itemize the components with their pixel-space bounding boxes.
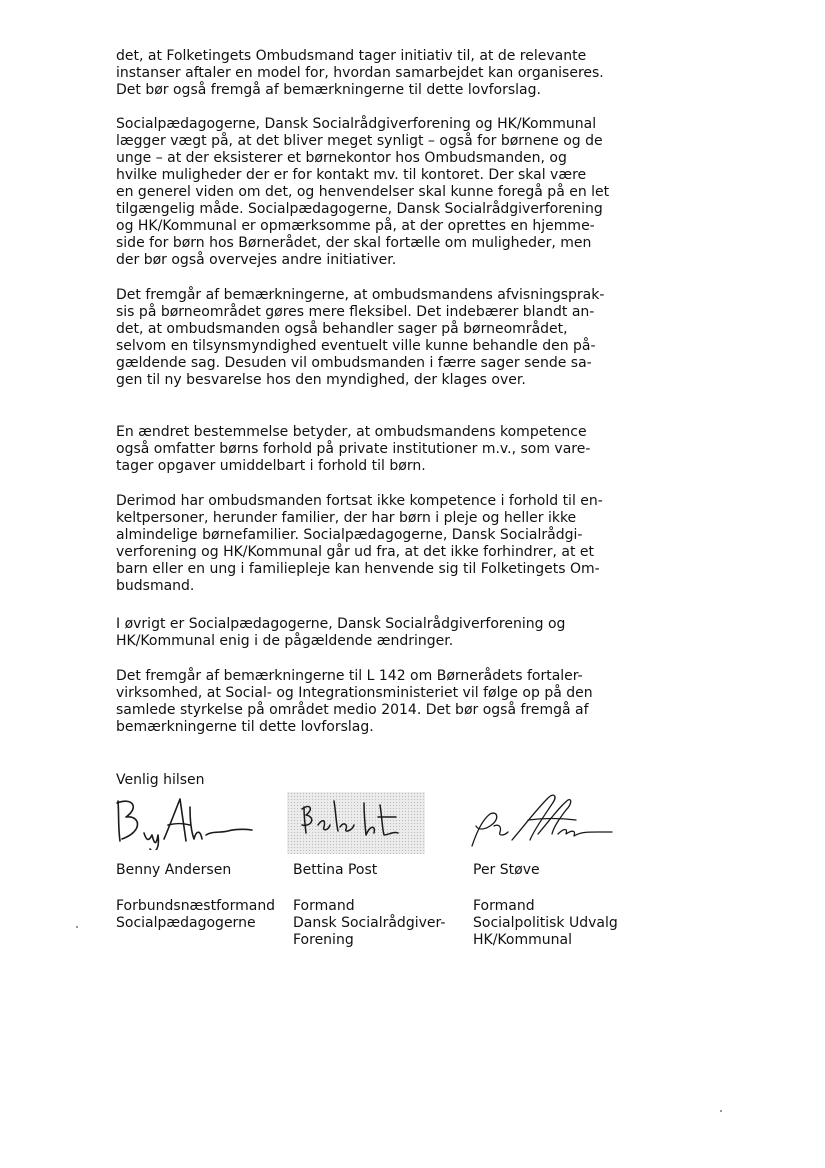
text-line: verforening og HK/Kommunal går ud fra, at det ikke forhindrer, at et xyxy=(116,544,595,560)
text-line: HK/Kommunal enig i de pågældende ændringer. xyxy=(116,633,454,649)
text-line: unge – at der eksisterer et børnekontor hos Ombudsmanden, og xyxy=(116,150,567,166)
signature-per-stove xyxy=(468,790,618,855)
text-line: sis på børneområdet gøres mere fleksibel. Det indebærer blandt an- xyxy=(116,304,595,320)
text-line: Derimod har ombudsmanden fortsat ikke kompetence i forhold til en- xyxy=(116,493,603,509)
paragraph-agreement xyxy=(116,616,616,650)
text-line: I øvrigt er Socialpædagogerne, Dansk Socialrådgiverforening og xyxy=(116,616,566,632)
signatory-role-3 xyxy=(473,898,618,949)
paragraph-competence-change xyxy=(116,424,616,475)
text-line: Det fremgår af bemærkningerne, at ombudsmandens afvisningsprak- xyxy=(116,287,605,303)
role-line: Forbundsnæstformand xyxy=(116,898,276,914)
text-line: En ændret bestemmelse betyder, at ombudsmandens kompetence xyxy=(116,424,587,440)
role-line: HK/Kommunal xyxy=(473,932,572,948)
text-line: og HK/Kommunal er opmærksomme på, at der oprettes en hjemme- xyxy=(116,218,595,234)
signature-bettina-post xyxy=(290,795,424,853)
text-line: det, at ombudsmanden også behandler sager på børneområdet, xyxy=(116,321,568,337)
role-line: Formand xyxy=(293,898,355,914)
role-line: Socialpolitisk Udvalg xyxy=(473,915,618,931)
role-line: Forening xyxy=(293,932,354,948)
text-line: barn eller en ung i familiepleje kan henvende sig til Folketingets Om- xyxy=(116,561,600,577)
paragraph-rejection-practice xyxy=(116,287,616,389)
text-line: Socialpædagogerne, Dansk Socialrådgiverforening og HK/Kommunal xyxy=(116,116,597,132)
text-line: keltpersoner, herunder familier, der har børn i pleje og heller ikke xyxy=(116,510,577,526)
role-line: Socialpædagogerne xyxy=(116,915,256,931)
text-line: selvom en tilsynsmyndighed eventuelt ville kunne behandle den på- xyxy=(116,338,596,354)
text-line: almindelige børnefamilier. Socialpædagogerne, Dansk Socialrådgi- xyxy=(116,527,583,543)
signatory-role-1 xyxy=(116,898,275,932)
text-line: samlede styrkelse på området medio 2014. Det bør også fremgå af xyxy=(116,702,589,718)
text-line: lægger vægt på, at det bliver meget synligt – også for børnene og de xyxy=(116,133,603,149)
text-line: virksomhed, at Social- og Integrationsministeriet vil følge op på den xyxy=(116,685,593,701)
text-line: bemærkningerne til dette lovforslag. xyxy=(116,719,374,735)
closing-greeting: Venlig hilsen xyxy=(116,772,205,788)
paragraph-no-competence xyxy=(116,493,616,595)
role-line: Formand xyxy=(473,898,535,914)
role-line: Dansk Socialrådgiver- xyxy=(293,915,446,931)
text-line: side for børn hos Børnerådet, der skal fortælle om muligheder, men xyxy=(116,235,592,251)
signatory-role-2 xyxy=(293,898,445,949)
text-line: en generel viden om det, og henvendelser skal kunne foregå på en let xyxy=(116,184,610,200)
text-line: tilgængelig måde. Socialpædagogerne, Dansk Socialrådgiverforening xyxy=(116,201,603,217)
text-line: gældende sag. Desuden vil ombudsmanden i færre sager sende sa- xyxy=(116,355,592,371)
paragraph-visibility xyxy=(116,116,616,269)
scan-speck xyxy=(720,1110,722,1112)
text-line: instanser aftaler en model for, hvordan samarbejdet kan organiseres. xyxy=(116,65,604,81)
paragraph-ombudsman-initiative xyxy=(116,48,616,99)
text-line: Det bør også fremgå af bemærkningerne til dette lovforslag. xyxy=(116,82,541,98)
signature-benny-andersen xyxy=(110,795,260,850)
text-line: det, at Folketingets Ombudsmand tager initiativ til, at de relevante xyxy=(116,48,587,64)
scan-speck xyxy=(76,926,78,928)
text-line: gen til ny besvarelse hos den myndighed, der klages over. xyxy=(116,372,526,388)
signatory-name-2: Bettina Post xyxy=(293,862,378,878)
signatory-name-3: Per Støve xyxy=(473,862,540,878)
text-line: hvilke muligheder der er for kontakt mv. til kontoret. Der skal være xyxy=(116,167,587,183)
signatory-name-1: Benny Andersen xyxy=(116,862,232,878)
text-line: budsmand. xyxy=(116,578,195,594)
paragraph-l142 xyxy=(116,668,616,736)
text-line: der bør også overvejes andre initiativer. xyxy=(116,252,397,268)
text-line: Det fremgår af bemærkningerne til L 142 om Børnerådets fortaler- xyxy=(116,668,583,684)
text-line: tager opgaver umiddelbart i forhold til børn. xyxy=(116,458,426,474)
text-line: også omfatter børns forhold på private institutioner m.v., som vare- xyxy=(116,441,591,457)
